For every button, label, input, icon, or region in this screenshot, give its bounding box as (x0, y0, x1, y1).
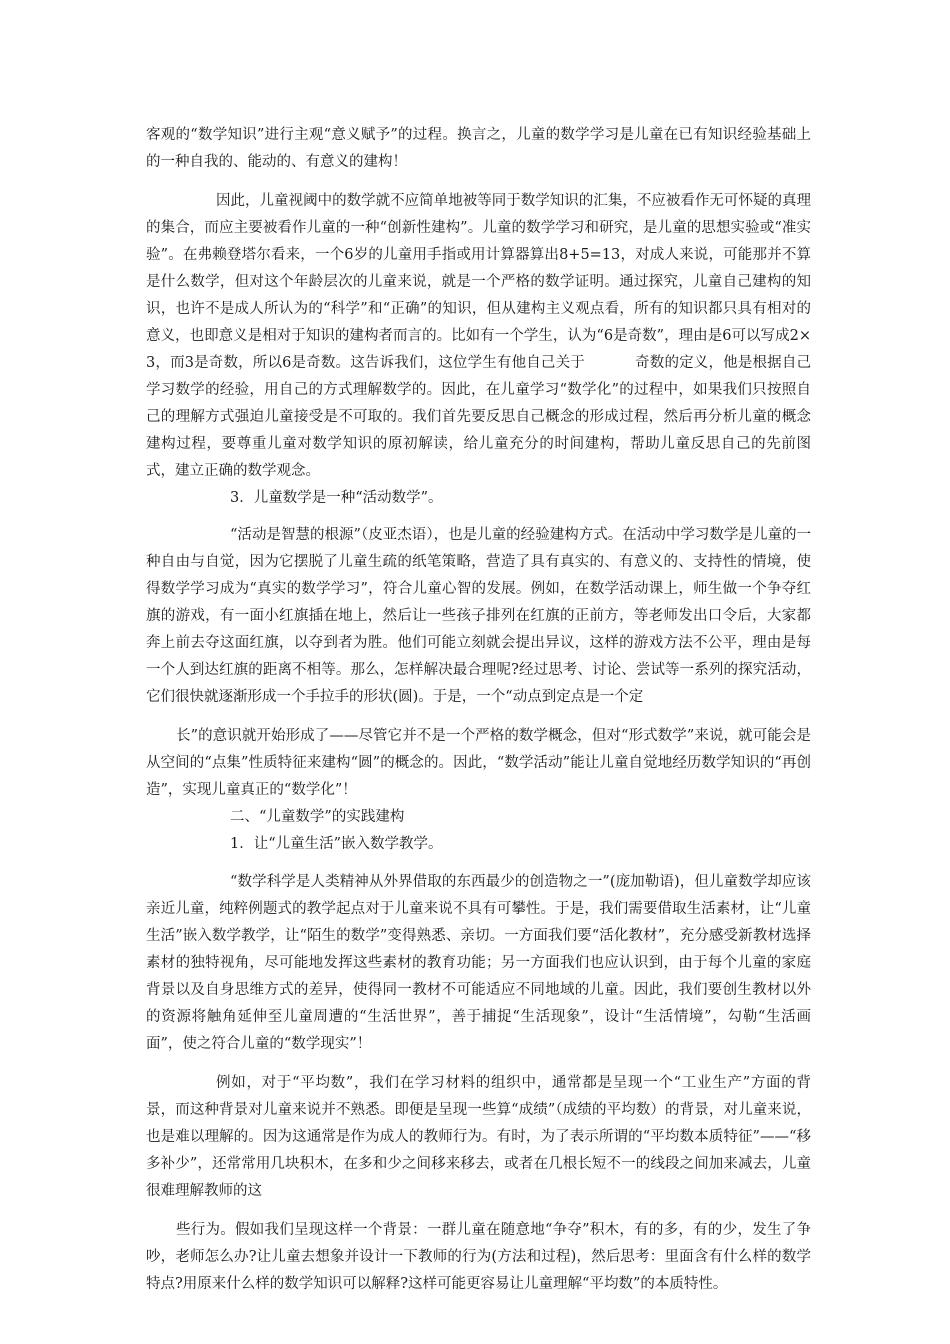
paragraph-activity-math: “活动是智慧的根源”（皮亚杰语），也是儿童的经验建构方式。在活动中学习数学是儿童的一种自由与自觉，因为它摆脱了儿童生疏的纸笔策略，营造了具有真实的、有意义的、支持性的情境，使得数学学习成为“真实的数学学习”，符合儿童心智的发展。例如，在数学活动课上，师生做一个争夺红旗的游戏，有一面小红旗插在地上，然后让一些孩子排列在红旗的正前方，等老师发出口令后，大家都奔上前去夺这面红旗，以夺到者为胜。他们可能立刻就会提出异议，这样的游戏方法不公平，理由是每一个人到达红旗的距离不相等。那么，怎样解决最合理呢?经过思考、讨论、尝试等一系列的探究活动，它们很快就逐渐形成一个手拉手的形状(圆)。于是，一个“动点到定点是一个定 (146, 527, 811, 705)
section-heading-child-life: 1．让“儿童生活”嵌入数学教学。 (230, 836, 443, 852)
paragraph-circle-concept: 长”的意识就开始形成了——尽管它并不是一个严格的数学概念，但对“形式数学”来说，就可能会是从空间的“点集”性质特征来建构“圆”的概念的。因此，“数学活动”能让儿童自觉地经历数学知识的“再创造”，实现儿童真正的“数学化”！ (146, 728, 811, 798)
paragraph-child-life: “数学科学是人类精神从外界借取的东西最少的创造物之一”(庞加勒语)，但儿童数学却应该亲近儿童，纯粹例题式的教学起点对于儿童来说不具有可攀性。于是，我们需要借取生活素材，让“儿童生活”嵌入数学教学，让“陌生的数学”变得熟悉、亲切。一方面我们要“活化教材”，充分感受新教材选择素材的独特视角，尽可能地发挥这些素材的教育功能；另一方面我们也应认识到，由于每个儿童的家庭背景以及自身思维方式的差异，使得同一教材不可能适应不同地域的儿童。因此，我们要创生教材以外的资源将触角延伸至儿童周遭的“生活世界”，善于捕捉“生活现象”，设计“生活情境”，勾勒“生活画面”，使之符合儿童的“数学现实”！ (146, 874, 811, 1052)
paragraph-creative-construction-part1: 因此，儿童视阈中的数学就不应简单地被等同于数学知识的汇集，不应被看作无可怀疑的真理的集合，而应主要被看作儿童的一种“创新性建构”。儿童的数学学习和研究，是儿童的思想实验或“准实验”。在弗赖登塔尔看来，一个6岁的儿童用手指或用计算器算出8+5=13，对成人来说，可能那并不算是什么数学，但对这个年龄层次的儿童来说，就是一个严格的数学证明。通过探究，儿童自己建构的知识，也许不是成人所认为的“科学”和“正确”的知识，但从建构主义观点看，所有的知识都只具有相对的意义，也即意义是相对于知识的建构者而言的。比如有一个学生，认为“6是奇数”，理由是6可以写成2×3，而3是奇数，所以6是奇数。这告诉我们，这位学生有他自己关于 (146, 193, 811, 371)
paragraph-average-scenario: 些行为。假如我们呈现这样一个背景：一群儿童在随意地“争夺”积木，有的多，有的少，发生了争吵，老师怎么办?让儿童去想象并设计一下教师的行为(方法和过程)，然后思考：里面含有什么样的数学特点?用原来什么样的数学知识可以解释?这样可能更容易让儿童理解“平均数”的本质特性。 (146, 1222, 811, 1292)
paragraph-creative-construction (146, 188, 811, 485)
paragraph-average-example: 例如，对于“平均数”，我们在学习材料的组织中，通常都是呈现一个“工业生产”方面的背景，而这种背景对儿童来说并不熟悉。即便是呈现一些算“成绩”（成绩的平均数）的背景，对儿童来说，也是难以理解的。因为这通常是作为成人的教师行为。有时，为了表示所谓的“平均数本质特征”——“移多补少”，还常常用几块积木，在多和少之间移来移去，或者在几根长短不一的线段之间加来减去，儿童很难理解教师的这 (146, 1075, 811, 1199)
document-page (146, 122, 811, 1298)
section-heading-activity-math: 3．儿童数学是一种“活动数学”。 (230, 490, 443, 506)
paragraph-constructivism-summary: 客观的“数学知识”进行主观“意义赋予”的过程。换言之，儿童的数学学习是儿童在已有知识经验基础上的一种自我的、能动的、有意义的建构！ (146, 127, 811, 170)
paragraph-creative-construction-part2: 奇数的定义，他是根据自己学习数学的经验，用自己的方式理解数学的。因此，在儿童学习“数学化”的过程中，如果我们只按照自己的理解方式强迫儿童接受是不可取的。我们首先要反思自己概念的形成过程，然后再分析儿童的概念建构过程，要尊重儿童对数学知识的原初解读，给儿童充分的时间建构，帮助儿童反思自己的先前图式，建立正确的数学观念。 (146, 355, 811, 479)
section-heading-practice: 二、“儿童数学”的实践建构 (230, 809, 405, 825)
